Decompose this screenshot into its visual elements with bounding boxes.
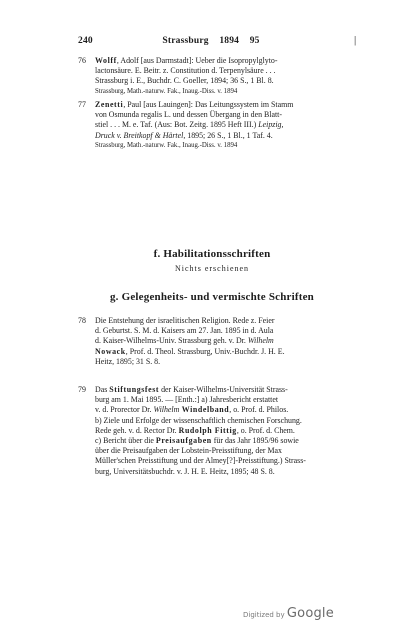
watermark-prefix: Digitized by	[243, 611, 285, 619]
entry-text-run: burg, Universitätsbuchdr. v. J. H. E. Heitz, 1895; 48 S. 8.	[95, 466, 275, 476]
entry-line	[95, 76, 347, 86]
entry-line	[95, 326, 347, 336]
entry-line	[95, 385, 347, 395]
entry-text-run: burg am 1. Mai 1895. — [Enth.:] a) Jahresbericht erstattet	[95, 395, 279, 405]
entry-text-run: Das	[95, 385, 110, 394]
entry-text-run: Strassburg, Math.-naturw. Fak., Inaug.-Diss. v. 1894	[95, 141, 238, 149]
entry-text-run: lactonsäure. E. Beitr. z. Constitution d. Terpenylsäure . . .	[95, 66, 276, 76]
entry-text-run: Strassburg, Math.-naturw. Fak., Inaug.-Diss. v. 1894	[95, 87, 238, 95]
author-name: Wolff	[95, 56, 117, 65]
margin-mark: |	[354, 34, 357, 46]
author-name: Windelband	[179, 405, 230, 415]
entry-line	[95, 467, 347, 477]
watermark-brand: Google	[286, 606, 334, 621]
entry-text-run: , o. Prof. d. Philos.	[229, 405, 289, 415]
entry-text-run: , Prof. d. Theol. Strassburg, Univ.-Buchdr. J. H. E.	[125, 346, 285, 356]
author-name: Zenetti	[95, 100, 124, 109]
entry-line	[95, 120, 347, 130]
entry-text-run: stiel . . . M. e. Taf. (Aus: Bot. Zeitg. 1895 Heft III.)	[95, 120, 259, 130]
entry-text-run: , 1895; 26 S., 1 Bl., 1 Taf. 4.	[183, 130, 273, 140]
author-name: Rudolph Fittig	[178, 425, 237, 435]
author-name: Preisaufgaben	[155, 436, 212, 446]
entry-text	[95, 56, 347, 97]
entry-text-run: v. d. Prorector Dr.	[95, 405, 154, 415]
digitized-watermark	[243, 606, 334, 621]
entry-line	[95, 100, 347, 110]
entry-text-run: Die Entstehung der israelitischen Religion. Rede z. Feier	[95, 316, 275, 325]
entry-line	[95, 110, 347, 120]
entry-line	[95, 456, 347, 466]
italic-text: Leipzig,	[258, 120, 284, 130]
entry-note-line	[95, 87, 347, 97]
entry-line	[95, 56, 347, 66]
entry-line	[95, 347, 347, 357]
entry-number: 76	[78, 56, 86, 65]
page-number: 240	[78, 36, 93, 46]
running-title-city: Strassburg	[162, 36, 209, 46]
entry-text	[95, 385, 347, 477]
author-name: Stiftungsfest	[109, 385, 160, 394]
entry-text-run: d. Kaiser-Wilhelms-Univ. Strassburg geh. v. Dr.	[95, 336, 248, 346]
running-title-year: 1894	[219, 36, 240, 46]
entry-number: 78	[78, 316, 86, 325]
entry-text-run: Strassburg i. E., Buchdr. C. Goeller, 1894; 36 S., 1 Bl. 8.	[95, 76, 274, 86]
entry-text-run: b) Ziele und Erfolge der wissenschaftlich chemischen Forschung.	[95, 415, 302, 425]
entry-text	[95, 316, 347, 367]
section-f-note: Nichts erschienen	[174, 264, 250, 273]
section-f-heading: f. Habilitationsschriften	[153, 248, 271, 260]
section-g-heading: g. Gelegenheits- und vermischte Schriften	[109, 291, 315, 303]
entry-text-run: c) Bericht über die	[95, 436, 156, 446]
entry-number: 79	[78, 385, 86, 394]
entry-text-run: , Adolf [aus Darmstadt]: Ueber die Isopropylglyto-	[116, 56, 278, 65]
entry-text-run: der Kaiser-Wilhelms-Universität Strass-	[159, 385, 288, 394]
entry-text-run: Heitz, 1895; 31 S. 8.	[95, 356, 161, 366]
entry-number: 77	[78, 100, 86, 109]
entry-line	[95, 436, 347, 446]
entry-text	[95, 100, 347, 151]
entry-line	[95, 316, 347, 326]
italic-text: Wilhelm	[247, 336, 274, 346]
running-title-section: 95	[249, 36, 260, 46]
entry-text-run: Müller'schen Preisstiftung und der Almey[?]-Preisstiftung.) Strass-	[95, 456, 306, 466]
entry-text-run: über die Preisaufgaben der Lobstein-Preisstiftung, der Max	[95, 446, 282, 456]
entry-line	[95, 416, 347, 426]
entry-text-run: , Paul [aus Lauingen]: Das Leitungssystem im Stamm	[123, 100, 294, 109]
entry-line	[95, 405, 347, 415]
entry-line	[95, 446, 347, 456]
entry-line	[95, 131, 347, 141]
entry-text-run: von Osmunda regalis L. und dessen Übergang in den Blatt-	[95, 110, 283, 120]
entry-text-run: , o. Prof. d. Chem.	[236, 425, 295, 435]
entry-line	[95, 426, 347, 436]
italic-text: Druck v. Breitkopf & Härtel	[95, 130, 184, 140]
italic-text: Wilhelm	[153, 405, 180, 415]
running-title	[78, 36, 344, 46]
entry-line	[95, 66, 347, 76]
entry-text-run: Rede geh. v. d. Rector Dr.	[95, 425, 179, 435]
entry-note-line	[95, 141, 347, 151]
entry-line	[95, 395, 347, 405]
author-name: Nowack	[95, 346, 126, 356]
entry-text-run: d. Geburtst. S. M. d. Kaisers am 27. Jan. 1895 in d. Aula	[95, 326, 274, 336]
entry-line	[95, 357, 347, 367]
entry-text-run: für das Jahr 1895/96 sowie	[211, 436, 299, 446]
entry-line	[95, 336, 347, 346]
